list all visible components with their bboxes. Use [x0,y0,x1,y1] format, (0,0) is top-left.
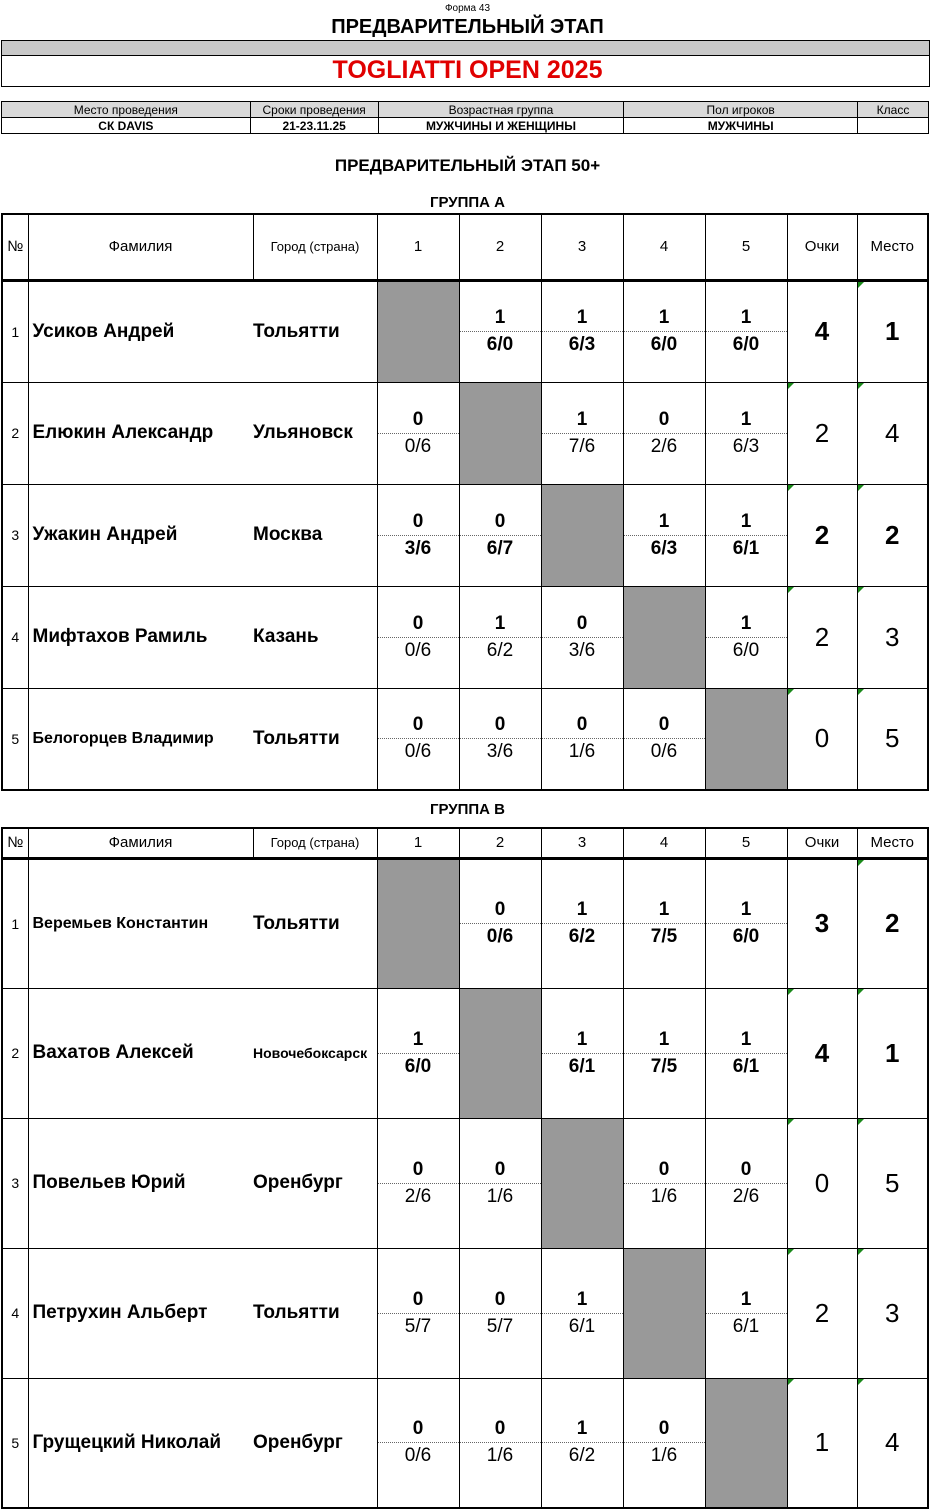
match-score: 6/0 [732,334,760,355]
match-score: 6/7 [486,537,514,559]
match-score: 6/1 [732,1315,760,1337]
place-value: 1 [885,1037,900,1068]
marker-triangle [858,689,864,695]
match-result-cell [623,1118,705,1248]
match-result-cell [623,280,705,382]
match-win-flag: 0 [378,1416,459,1443]
player-name: Грущецкий Николай [28,1378,253,1508]
place-value: 2 [885,908,900,938]
player-points [787,280,857,382]
match-win-flag: 0 [460,509,541,536]
player-city: Москва [253,484,377,586]
player-number: 2 [2,382,28,484]
match-win-flag: 1 [542,305,623,332]
match-result-cell [705,586,787,688]
match-result-cell [623,1378,705,1508]
col-header-opponent: 5 [705,214,787,280]
col-header-opponent: 5 [705,828,787,858]
match-score: 5/7 [404,1315,432,1337]
player-place [857,382,928,484]
points-value: 2 [814,1297,830,1328]
player-place [857,586,928,688]
match-result-cell [623,688,705,790]
points-value: 2 [814,519,830,550]
match-win-flag: 0 [624,407,705,434]
col-header-name: Фамилия [28,214,253,280]
match-result-cell [541,858,623,988]
match-score: 1/6 [650,1445,678,1467]
match-score: 1/6 [486,1185,514,1207]
match-win-flag: 1 [624,897,705,924]
marker-triangle [788,383,794,389]
marker-triangle [788,689,794,695]
match-score: 2/6 [404,1185,432,1207]
match-score: 3/6 [404,537,432,559]
match-win-flag: 0 [542,611,623,638]
player-place [857,858,928,988]
player-points [787,1248,857,1378]
col-header-opponent: 4 [623,828,705,858]
gender-value: МУЖЧИНЫ [624,118,858,134]
match-win-flag: 1 [706,1027,787,1054]
player-points [787,382,857,484]
self-match-cell [459,988,541,1118]
match-win-flag: 1 [706,611,787,638]
marker-triangle [788,1249,794,1255]
match-score: 6/3 [732,435,760,457]
match-score: 0/6 [404,435,432,457]
col-header-place: Место [857,828,928,858]
match-score: 6/2 [486,639,514,661]
player-number: 1 [2,280,28,382]
match-win-flag: 1 [624,305,705,332]
marker-triangle [788,485,794,491]
match-result-cell [705,484,787,586]
marker-triangle [858,282,864,288]
match-result-cell [623,484,705,586]
match-result-cell [623,858,705,988]
place-value: 5 [885,723,900,754]
match-result-cell [705,988,787,1118]
group-a-title: ГРУППА А [429,194,506,211]
player-name: Елюкин Александр [28,382,253,484]
marker-triangle [858,383,864,389]
group-b-title: ГРУППА В [429,801,506,818]
player-city: Ульяновск [253,382,377,484]
player-points [787,484,857,586]
match-result-cell [705,382,787,484]
match-win-flag: 1 [706,509,787,536]
match-win-flag: 1 [542,1027,623,1054]
points-value: 2 [814,417,830,448]
col-header-opponent: 2 [459,214,541,280]
col-header-opponent: 3 [541,214,623,280]
match-win-flag: 0 [460,712,541,739]
match-result-cell [459,688,541,790]
player-points [787,586,857,688]
player-city: Тольятти [253,688,377,790]
marker-triangle [858,1119,864,1125]
player-name: Усиков Андрей [28,280,253,382]
match-win-flag: 1 [378,1027,459,1054]
points-value: 4 [814,1037,830,1068]
match-win-flag: 1 [624,1027,705,1054]
match-result-cell [541,280,623,382]
marker-triangle [858,989,864,995]
match-score: 0/6 [650,741,678,763]
place-value: 1 [885,316,900,346]
info-table [1,101,929,134]
player-number: 3 [2,1118,28,1248]
match-result-cell [377,988,459,1118]
match-score: 3/6 [568,639,596,661]
match-result-cell [541,586,623,688]
match-win-flag: 0 [624,1416,705,1443]
match-win-flag: 1 [706,897,787,924]
col-header-place: Место [857,214,928,280]
match-win-flag: 0 [460,1416,541,1443]
form-number: Форма 43 [444,3,491,14]
match-win-flag: 0 [378,509,459,536]
place-value: 4 [885,417,900,448]
match-win-flag: 0 [460,897,541,924]
event-title: TOGLIATTI OPEN 2025 [332,56,603,84]
match-score: 6/0 [650,334,678,355]
match-result-cell [377,1248,459,1378]
match-score: 6/0 [732,926,760,947]
table-row [2,586,928,688]
self-match-cell [541,1118,623,1248]
match-score: 6/1 [732,537,760,559]
self-match-cell [705,688,787,790]
marker-triangle [858,587,864,593]
col-header-city: Город (страна) [253,828,377,858]
age-group-header: Возрастная группа [378,102,624,118]
player-number: 4 [2,1248,28,1378]
player-city: Тольятти [253,858,377,988]
match-win-flag: 1 [460,611,541,638]
player-place [857,688,928,790]
match-win-flag: 0 [706,1157,787,1184]
player-place [857,280,928,382]
stage-title: ПРЕДВАРИТЕЛЬНЫЙ ЭТАП [331,16,604,38]
col-header-opponent: 2 [459,828,541,858]
match-result-cell [541,1378,623,1508]
match-win-flag: 0 [460,1287,541,1314]
col-header-city: Город (страна) [253,214,377,280]
match-win-flag: 1 [624,509,705,536]
col-header-no: № [2,828,28,858]
self-match-cell [705,1378,787,1508]
class-header: Класс [858,102,929,118]
player-name: Белогорцев Владимир [28,688,253,790]
match-win-flag: 1 [706,407,787,434]
match-win-flag: 0 [624,1157,705,1184]
match-result-cell [705,858,787,988]
player-name: Мифтахов Рамиль [28,586,253,688]
header-row [2,214,928,280]
col-header-opponent: 3 [541,828,623,858]
player-points [787,858,857,988]
match-score: 6/3 [568,334,596,355]
match-score: 6/2 [568,1445,596,1467]
group-a-table [1,213,929,791]
marker-triangle [788,1119,794,1125]
age-group-value: МУЖЧИНЫ И ЖЕНЩИНЫ [378,118,624,134]
player-city: Новочебоксарск [253,988,377,1118]
self-match-cell [541,484,623,586]
match-score: 6/2 [568,926,596,947]
match-result-cell [377,586,459,688]
self-match-cell [377,858,459,988]
player-number: 5 [2,688,28,790]
match-result-cell [705,1118,787,1248]
points-value: 3 [814,908,830,938]
match-win-flag: 1 [460,305,541,332]
match-score: 5/7 [486,1315,514,1337]
match-result-cell [705,1248,787,1378]
points-value: 0 [814,1167,830,1198]
match-score: 1/6 [650,1185,678,1207]
gender-header: Пол игроков [624,102,858,118]
match-win-flag: 0 [542,712,623,739]
table-row [2,1378,928,1508]
col-header-no: № [2,214,28,280]
col-header-opponent: 1 [377,828,459,858]
match-score: 6/3 [650,537,678,559]
match-result-cell [459,484,541,586]
player-place [857,1248,928,1378]
player-place [857,988,928,1118]
match-win-flag: 0 [378,712,459,739]
player-city: Оренбург [253,1378,377,1508]
col-header-points: Очки [787,828,857,858]
match-result-cell [459,858,541,988]
match-result-cell [459,1248,541,1378]
match-result-cell [541,382,623,484]
match-score: 0/6 [486,926,514,947]
player-city: Тольятти [253,280,377,382]
player-number: 1 [2,858,28,988]
player-city: Тольятти [253,1248,377,1378]
dates-header: Сроки проведения [250,102,378,118]
table-row [2,988,928,1118]
place-value: 4 [885,1427,900,1458]
self-match-cell [623,586,705,688]
match-score: 6/1 [732,1055,760,1077]
marker-triangle [788,989,794,995]
match-win-flag: 0 [378,407,459,434]
self-match-cell [623,1248,705,1378]
player-points [787,1118,857,1248]
match-score: 7/5 [650,1055,678,1077]
header-row [2,828,928,858]
match-result-cell [377,484,459,586]
match-score: 0/6 [404,639,432,661]
player-number: 2 [2,988,28,1118]
player-number: 4 [2,586,28,688]
self-match-cell [377,280,459,382]
match-score: 7/5 [650,926,678,947]
table-row [2,280,928,382]
player-points [787,688,857,790]
class-value [858,118,929,134]
group-b-table [1,827,929,1509]
match-score: 1/6 [568,741,596,763]
match-result-cell [705,280,787,382]
player-place [857,1378,928,1508]
match-win-flag: 1 [542,1416,623,1443]
match-score: 6/0 [486,334,514,355]
match-result-cell [459,1378,541,1508]
table-row [2,1248,928,1378]
match-result-cell [377,382,459,484]
match-result-cell [459,1118,541,1248]
marker-triangle [858,1249,864,1255]
match-win-flag: 1 [706,1287,787,1314]
place-value: 3 [885,1297,900,1328]
col-header-opponent: 4 [623,214,705,280]
venue-header: Место проведения [2,102,251,118]
match-win-flag: 1 [542,1287,623,1314]
subtitle: ПРЕДВАРИТЕЛЬНЫЙ ЭТАП 50+ [334,156,601,175]
points-value: 4 [814,316,830,346]
match-win-flag: 1 [542,407,623,434]
player-points [787,988,857,1118]
match-score: 2/6 [732,1185,760,1207]
match-win-flag: 0 [378,611,459,638]
player-name: Повельев Юрий [28,1118,253,1248]
match-score: 1/6 [486,1445,514,1467]
points-value: 2 [814,621,830,652]
self-match-cell [459,382,541,484]
place-value: 5 [885,1167,900,1198]
match-score: 6/0 [732,639,760,661]
table-row [2,382,928,484]
player-name: Вахатов Алексей [28,988,253,1118]
col-header-opponent: 1 [377,214,459,280]
match-win-flag: 0 [378,1157,459,1184]
match-result-cell [459,586,541,688]
match-win-flag: 0 [460,1157,541,1184]
marker-triangle [788,1379,794,1385]
match-win-flag: 1 [542,897,623,924]
match-result-cell [541,688,623,790]
table-row [2,858,928,988]
player-city: Казань [253,586,377,688]
player-name: Петрухин Альберт [28,1248,253,1378]
col-header-points: Очки [787,214,857,280]
match-result-cell [541,1248,623,1378]
match-result-cell [377,1378,459,1508]
match-win-flag: 1 [706,305,787,332]
table-row [2,1118,928,1248]
match-score: 0/6 [404,741,432,763]
col-header-name: Фамилия [28,828,253,858]
match-score: 0/6 [404,1445,432,1467]
dates-value: 21-23.11.25 [250,118,378,134]
points-value: 1 [814,1427,830,1458]
player-name: Ужакин Андрей [28,484,253,586]
player-place [857,1118,928,1248]
place-value: 2 [885,519,900,550]
match-score: 6/1 [568,1315,596,1337]
table-row [2,484,928,586]
match-score: 6/0 [404,1055,432,1077]
player-number: 5 [2,1378,28,1508]
match-score: 6/1 [568,1055,596,1077]
player-place [857,484,928,586]
match-win-flag: 0 [624,712,705,739]
match-result-cell [623,988,705,1118]
match-result-cell [541,988,623,1118]
match-result-cell [377,1118,459,1248]
match-result-cell [623,382,705,484]
marker-triangle [858,860,864,866]
match-result-cell [459,280,541,382]
player-number: 3 [2,484,28,586]
marker-triangle [788,587,794,593]
venue-value: СК DAVIS [2,118,251,134]
player-city: Оренбург [253,1118,377,1248]
points-value: 0 [814,723,830,754]
match-result-cell [377,688,459,790]
marker-triangle [858,1379,864,1385]
match-score: 2/6 [650,435,678,457]
match-win-flag: 0 [378,1287,459,1314]
match-score: 7/6 [568,435,596,457]
place-value: 3 [885,621,900,652]
marker-triangle [858,485,864,491]
player-name: Веремьев Константин [28,858,253,988]
table-row [2,688,928,790]
match-score: 3/6 [486,741,514,763]
player-points [787,1378,857,1508]
